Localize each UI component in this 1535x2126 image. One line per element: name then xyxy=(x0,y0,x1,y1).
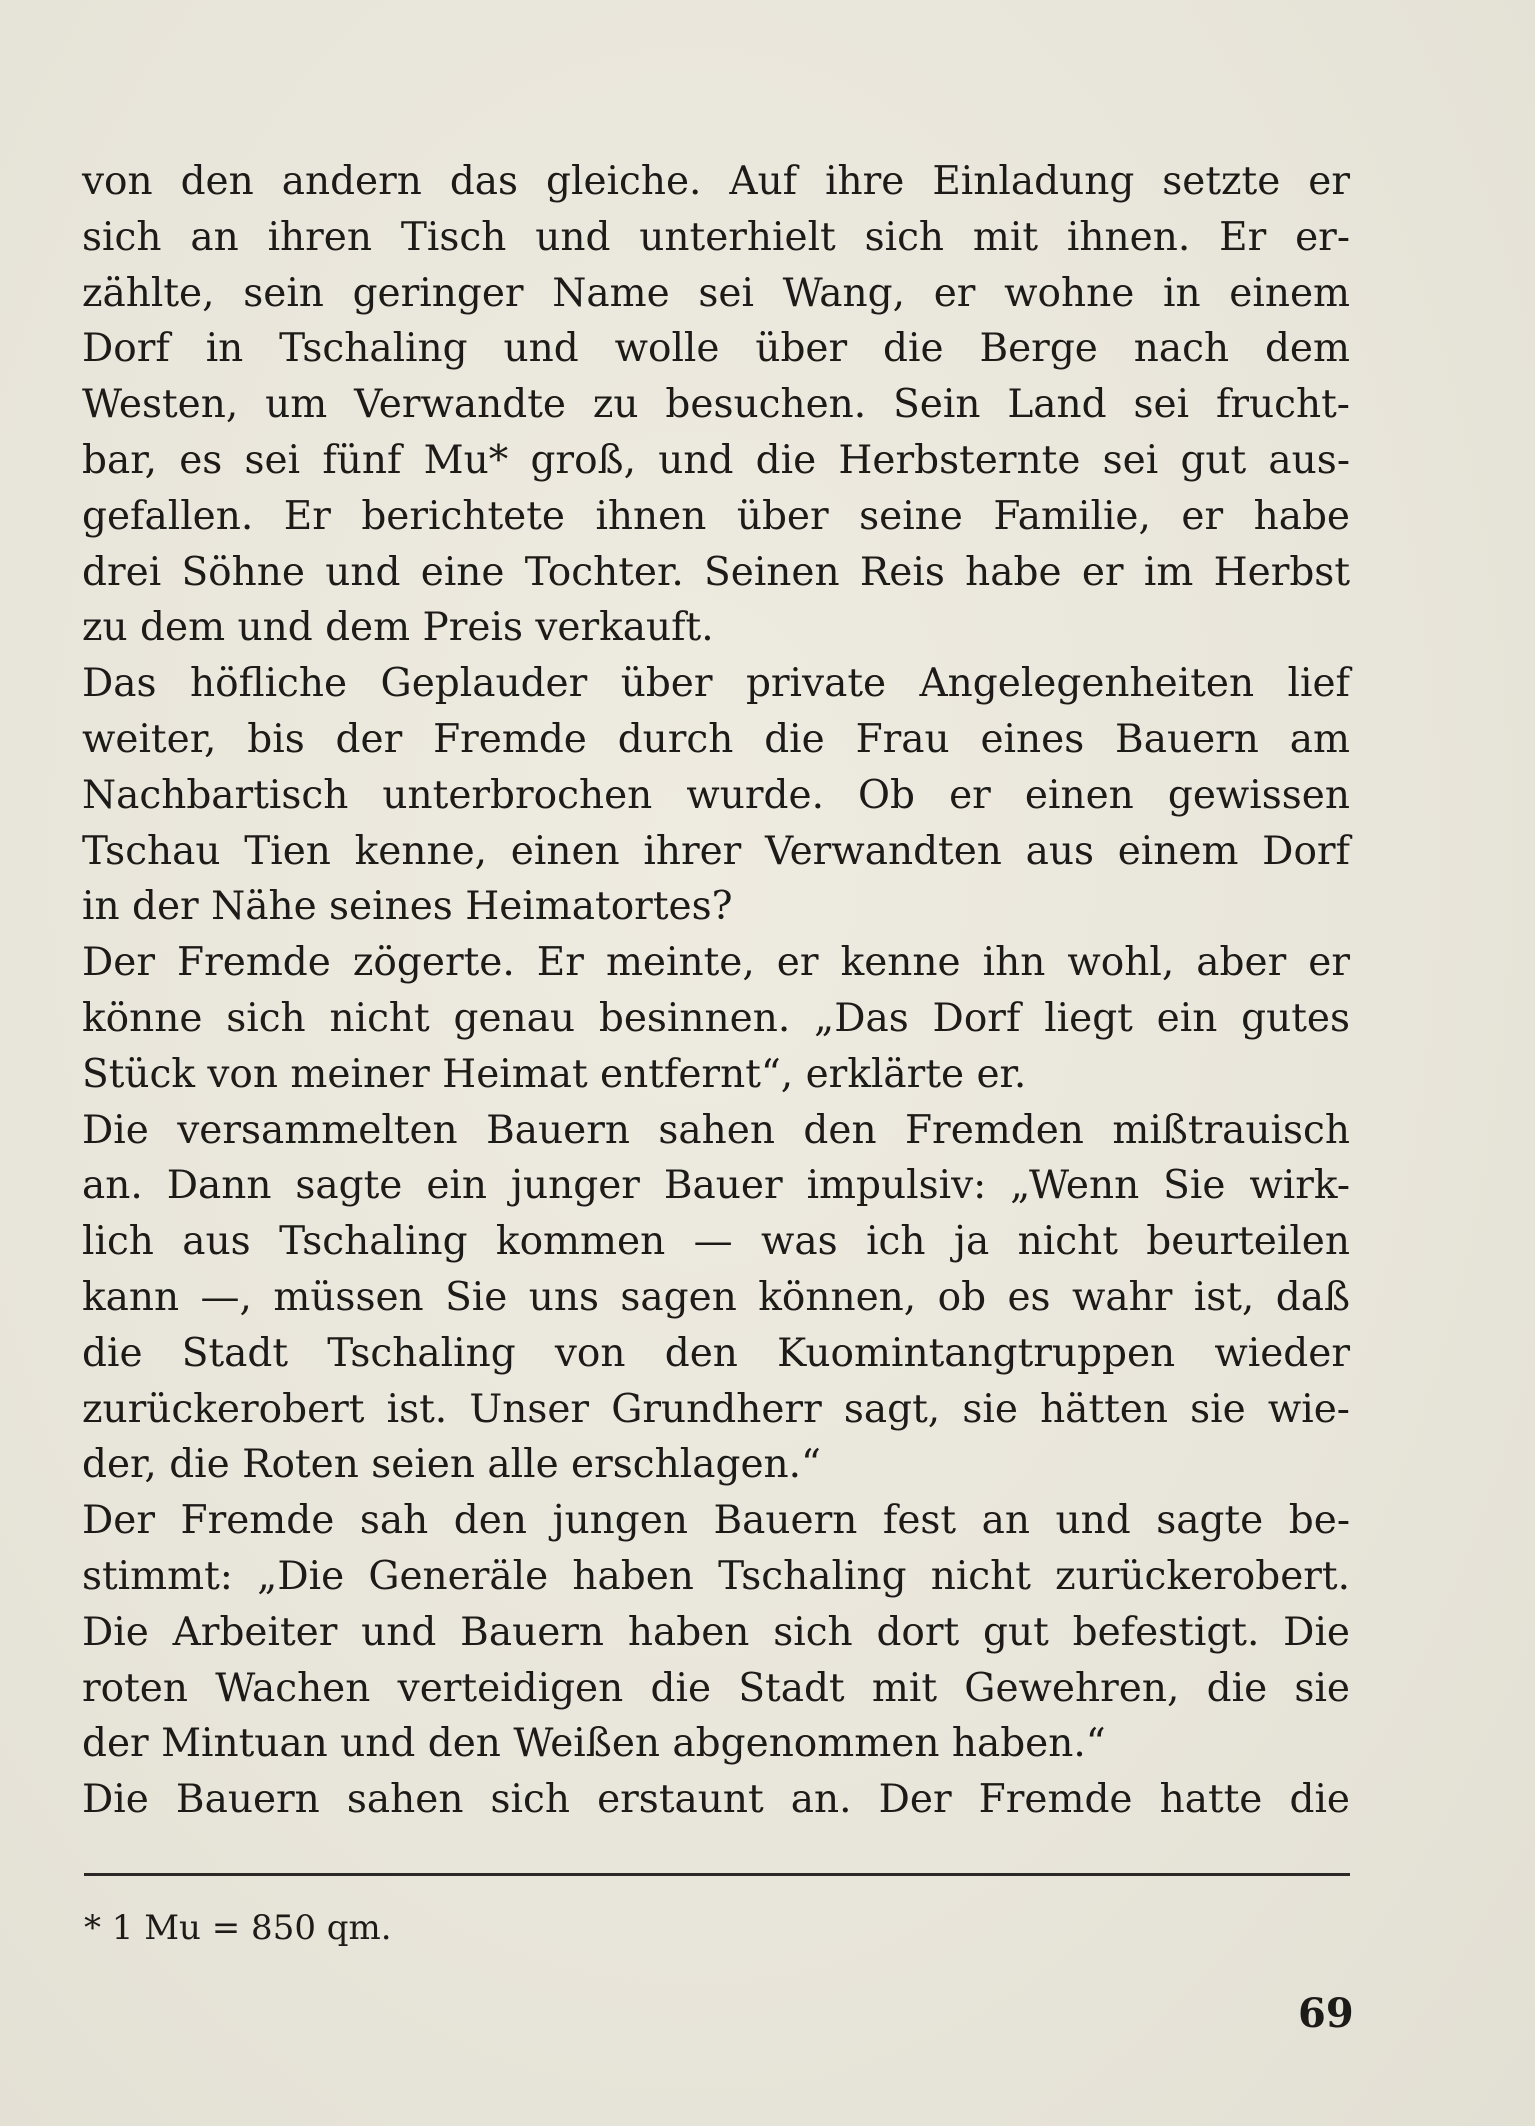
text-line: Stück von meiner Heimat entfernt“, erklärte er. xyxy=(82,1051,1027,1097)
text-line: Die versammelten Bauern sahen den Fremden mißtrauisch xyxy=(82,1107,1350,1153)
text-line: drei Söhne und eine Tochter. Seinen Reis habe er im Herbst xyxy=(82,549,1350,595)
text-line: zu dem und dem Preis verkauft. xyxy=(82,605,714,651)
text-line: zurückerobert ist. Unser Grundherr sagt, sie hätten sie wie- xyxy=(82,1386,1350,1432)
text-line: an. Dann sagte ein junger Bauer impulsiv: „Wenn Sie wirk- xyxy=(82,1163,1350,1209)
text-line: der Mintuan und den Weißen abgenommen haben.“ xyxy=(82,1721,1106,1767)
text-line: stimmt: „Die Generäle haben Tschaling nicht zurückerobert. xyxy=(82,1553,1350,1599)
text-line: kann —, müssen Sie uns sagen können, ob es wahr ist, daß xyxy=(82,1274,1350,1320)
text-line: weiter, bis der Fremde durch die Frau eines Bauern am xyxy=(82,716,1350,762)
text-line: der, die Roten seien alle erschlagen.“ xyxy=(82,1442,821,1488)
text-line: Der Fremde zögerte. Er meinte, er kenne ihn wohl, aber er xyxy=(82,940,1350,986)
text-line: Tschau Tien kenne, einen ihrer Verwandten aus einem Dorf xyxy=(82,828,1350,874)
text-line: Die Arbeiter und Bauern haben sich dort gut befestigt. Die xyxy=(82,1609,1350,1655)
body-text xyxy=(82,154,1350,1828)
text-line: von den andern das gleiche. Auf ihre Einladung setzte er xyxy=(82,159,1350,204)
text-line: Das höfliche Geplauder über private Angelegenheiten lief xyxy=(82,661,1350,707)
page-number: 69 xyxy=(1298,1990,1354,2037)
text-line: Dorf in Tschaling und wolle über die Berge nach dem xyxy=(82,326,1350,372)
text-line: lich aus Tschaling kommen — was ich ja nicht beurteilen xyxy=(82,1219,1350,1265)
text-line: in der Nähe seines Heimatortes? xyxy=(82,884,733,930)
text-line: roten Wachen verteidigen die Stadt mit Gewehren, die sie xyxy=(82,1665,1350,1711)
footnote: * 1 Mu = 850 qm. xyxy=(84,1908,392,1948)
text-line: zählte, sein geringer Name sei Wang, er wohne in einem xyxy=(82,270,1350,316)
text-line: Westen, um Verwandte zu besuchen. Sein Land sei frucht- xyxy=(82,382,1350,428)
text-line: die Stadt Tschaling von den Kuomintangtruppen wieder xyxy=(82,1330,1350,1376)
text-line: Nachbartisch unterbrochen wurde. Ob er einen gewissen xyxy=(82,772,1350,818)
footnote-divider xyxy=(84,1873,1350,1876)
text-line: Der Fremde sah den jungen Bauern fest an und sagte be- xyxy=(82,1498,1350,1544)
text-line: Die Bauern sahen sich erstaunt an. Der Fremde hatte die xyxy=(82,1777,1350,1823)
text-line: könne sich nicht genau besinnen. „Das Dorf liegt ein gutes xyxy=(82,995,1350,1041)
text-line: gefallen. Er berichtete ihnen über seine Familie, er habe xyxy=(82,493,1350,539)
text-line: bar, es sei fünf Mu* groß, und die Herbsternte sei gut aus- xyxy=(82,437,1350,483)
text-line: sich an ihren Tisch und unterhielt sich mit ihnen. Er er- xyxy=(82,214,1350,260)
